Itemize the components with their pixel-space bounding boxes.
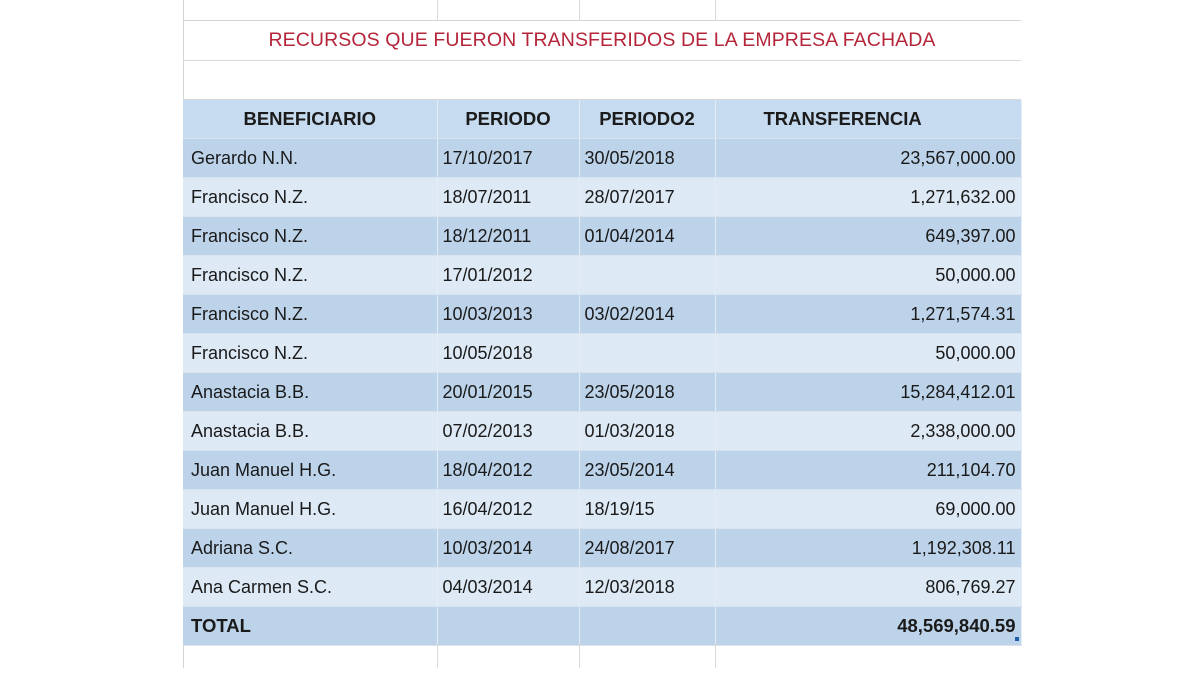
periodo2-cell[interactable]: [579, 256, 715, 295]
total-label[interactable]: TOTAL: [183, 607, 437, 646]
periodo2-cell[interactable]: 01/04/2014: [579, 217, 715, 256]
beneficiario-cell[interactable]: Anastacia B.B.: [183, 412, 437, 451]
periodo-cell[interactable]: 10/03/2013: [437, 295, 579, 334]
periodo2-cell[interactable]: 03/02/2014: [579, 295, 715, 334]
beneficiario-cell[interactable]: Gerardo N.N.: [183, 139, 437, 178]
table-row: [183, 529, 1021, 568]
periodo-cell[interactable]: 20/01/2015: [437, 373, 579, 412]
periodo-cell[interactable]: 10/05/2018: [437, 334, 579, 373]
transferencia-cell[interactable]: 1,271,632.00: [715, 178, 1021, 217]
periodo2-cell[interactable]: 30/05/2018: [579, 139, 715, 178]
total-empty-cell[interactable]: [579, 607, 715, 646]
transferencia-cell[interactable]: 50,000.00: [715, 256, 1021, 295]
table-row: [183, 295, 1021, 334]
transferencia-cell[interactable]: 69,000.00: [715, 490, 1021, 529]
table-row: [183, 217, 1021, 256]
title-cell[interactable]: [183, 20, 1021, 61]
beneficiario-cell[interactable]: Anastacia B.B.: [183, 373, 437, 412]
table-row: [183, 412, 1021, 451]
periodo2-cell[interactable]: 23/05/2014: [579, 451, 715, 490]
sheet-title: RECURSOS QUE FUERON TRANSFERIDOS DE LA EMPRESA FACHADA: [268, 28, 936, 51]
header-periodo[interactable]: PERIODO: [437, 100, 579, 139]
beneficiario-cell[interactable]: Ana Carmen S.C.: [183, 568, 437, 607]
transferencia-cell[interactable]: 15,284,412.01: [715, 373, 1021, 412]
transferencia-cell[interactable]: 1,271,574.31: [715, 295, 1021, 334]
table-row: [183, 451, 1021, 490]
total-row: [183, 607, 1021, 646]
beneficiario-cell[interactable]: Juan Manuel H.G.: [183, 490, 437, 529]
table-row: [183, 490, 1021, 529]
periodo-cell[interactable]: 04/03/2014: [437, 568, 579, 607]
periodo2-cell[interactable]: 24/08/2017: [579, 529, 715, 568]
transferencia-cell[interactable]: 2,338,000.00: [715, 412, 1021, 451]
fill-handle[interactable]: [1015, 637, 1019, 641]
periodo2-cell[interactable]: [579, 334, 715, 373]
periodo2-cell[interactable]: 23/05/2018: [579, 373, 715, 412]
table-row: [183, 256, 1021, 295]
empty-row: [183, 644, 1021, 668]
header-beneficiario[interactable]: BENEFICIARIO: [183, 100, 437, 139]
beneficiario-cell[interactable]: Francisco N.Z.: [183, 178, 437, 217]
transferencia-cell[interactable]: 649,397.00: [715, 217, 1021, 256]
transfers-table: [183, 100, 1022, 646]
table-row: [183, 178, 1021, 217]
periodo2-cell[interactable]: 18/19/15: [579, 490, 715, 529]
transferencia-cell[interactable]: 806,769.27: [715, 568, 1021, 607]
transferencia-cell[interactable]: 50,000.00: [715, 334, 1021, 373]
periodo-cell[interactable]: 18/07/2011: [437, 178, 579, 217]
cut-off-row: [183, 0, 1021, 21]
total-value: 48,569,840.59: [897, 615, 1016, 636]
periodo-cell[interactable]: 17/01/2012: [437, 256, 579, 295]
periodo-cell[interactable]: 07/02/2013: [437, 412, 579, 451]
transferencia-cell[interactable]: 23,567,000.00: [715, 139, 1021, 178]
table-row: [183, 334, 1021, 373]
spreadsheet: [183, 0, 1021, 668]
header-transferencia[interactable]: TRANSFERENCIA: [715, 100, 1021, 139]
periodo-cell[interactable]: 18/12/2011: [437, 217, 579, 256]
total-empty-cell[interactable]: [437, 607, 579, 646]
periodo2-cell[interactable]: 28/07/2017: [579, 178, 715, 217]
header-periodo2[interactable]: PERIODO2: [579, 100, 715, 139]
beneficiario-cell[interactable]: Juan Manuel H.G.: [183, 451, 437, 490]
header-row: [183, 100, 1021, 139]
beneficiario-cell[interactable]: Francisco N.Z.: [183, 295, 437, 334]
periodo2-cell[interactable]: 12/03/2018: [579, 568, 715, 607]
periodo-cell[interactable]: 17/10/2017: [437, 139, 579, 178]
periodo-cell[interactable]: 10/03/2014: [437, 529, 579, 568]
periodo-cell[interactable]: 18/04/2012: [437, 451, 579, 490]
beneficiario-cell[interactable]: Adriana S.C.: [183, 529, 437, 568]
transferencia-cell[interactable]: 1,192,308.11: [715, 529, 1021, 568]
beneficiario-cell[interactable]: Francisco N.Z.: [183, 217, 437, 256]
table-row: [183, 139, 1021, 178]
table-row: [183, 568, 1021, 607]
beneficiario-cell[interactable]: Francisco N.Z.: [183, 256, 437, 295]
periodo-cell[interactable]: 16/04/2012: [437, 490, 579, 529]
blank-row[interactable]: [183, 60, 1021, 100]
transferencia-cell[interactable]: 211,104.70: [715, 451, 1021, 490]
table-row: [183, 373, 1021, 412]
periodo2-cell[interactable]: 01/03/2018: [579, 412, 715, 451]
beneficiario-cell[interactable]: Francisco N.Z.: [183, 334, 437, 373]
total-value-cell[interactable]: [715, 607, 1021, 646]
